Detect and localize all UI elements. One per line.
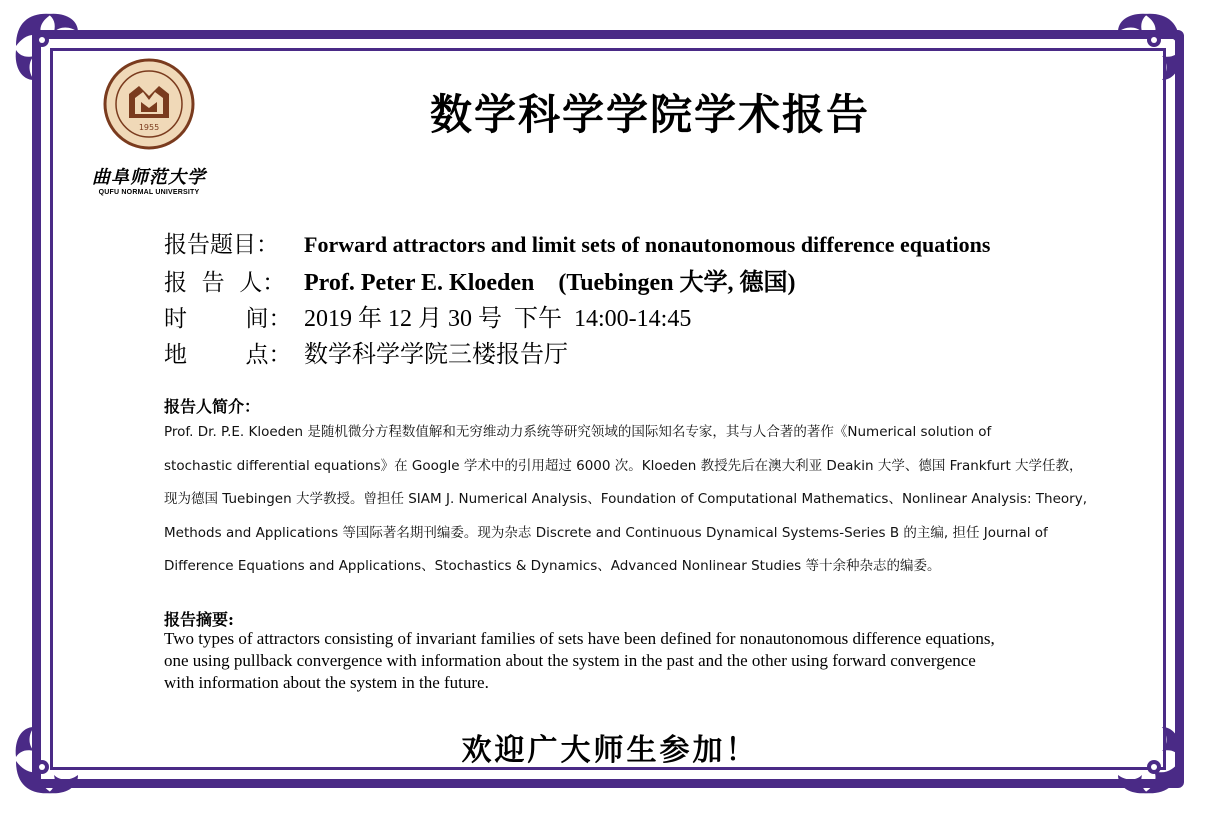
topic-label: 报告题目： [164, 232, 279, 258]
corner-ornament-bottom-right [1092, 705, 1188, 801]
corner-ornament-bottom-left [8, 705, 104, 801]
university-name-en: QUFU NORMAL UNIVERSITY [98, 189, 200, 196]
abstract-line: with information about the system in the future. [164, 673, 489, 692]
info-row-speaker [164, 262, 1124, 298]
info-row-topic [164, 226, 1124, 262]
time-value: 2019 年 12 月 30 号 下午 14:00-14:45 [304, 306, 692, 332]
place-label: 地 点： [164, 342, 292, 368]
abstract-line: Two types of attractors consisting of invariant families of sets have been defined for nonautonomous difference equations, [164, 629, 995, 648]
welcome-message: 欢迎广大师生参加！ [461, 733, 759, 768]
university-logo [84, 56, 214, 196]
bio-text [164, 416, 1114, 584]
bio-line: Methods and Applications 等国际著名期刊编委。现为杂志 Discrete and Continuous Dynamical Systems-Series B 的主编, 担任 Journal of [164, 524, 1048, 541]
talk-info [164, 226, 1124, 370]
topic-value: Forward attractors and limit sets of nonautonomous difference equations [304, 232, 991, 257]
time-label: 时 间： [164, 306, 292, 332]
bio-heading: 报告人简介： [164, 397, 261, 416]
corner-ornament-top-right [1092, 6, 1188, 102]
bio-line: Prof. Dr. P.E. Kloeden 是随机微分方程数值解和无穷维动力系统等研究领域的国际知名专家，其与人合著的著作《Numerical solution of [164, 424, 992, 440]
abstract-line: one using pullback convergence with information about the system in the past and the other using forward convergence [164, 651, 976, 670]
speaker-label: 报 告 人： [164, 270, 286, 296]
seal-year: 1955 [138, 123, 160, 132]
bio-line: stochastic differential equations》在 Google 学术中的引用超过 6000 次。Kloeden 教授先后在澳大利亚 Deakin 大学、德国 Frankfurt 大学任教， [164, 457, 1083, 474]
place-value: 数学科学学院三楼报告厅 [304, 342, 568, 368]
bio-line: Difference Equations and Applications、Stochastics & Dynamics、Advanced Nonlinear Studies 等十余种杂志的编委。 [164, 558, 941, 574]
speaker-value: Prof. Peter E. Kloeden (Tuebingen 大学, 德国) [304, 270, 796, 296]
university-seal-icon [95, 56, 203, 156]
university-name-cn: 曲阜师范大学 [92, 167, 206, 188]
bio-line: 现为德国 Tuebingen 大学教授。曾担任 SIAM J. Numerical Analysis、Foundation of Computational Mathematics、Nonlinear Analysis: Theory, [164, 491, 1088, 507]
poster-title: 数学科学学院学术报告 [429, 90, 870, 139]
abstract-heading: 报告摘要: [164, 610, 234, 629]
abstract-text [164, 628, 1124, 694]
info-row-time [164, 298, 1124, 334]
info-row-place [164, 334, 1124, 370]
